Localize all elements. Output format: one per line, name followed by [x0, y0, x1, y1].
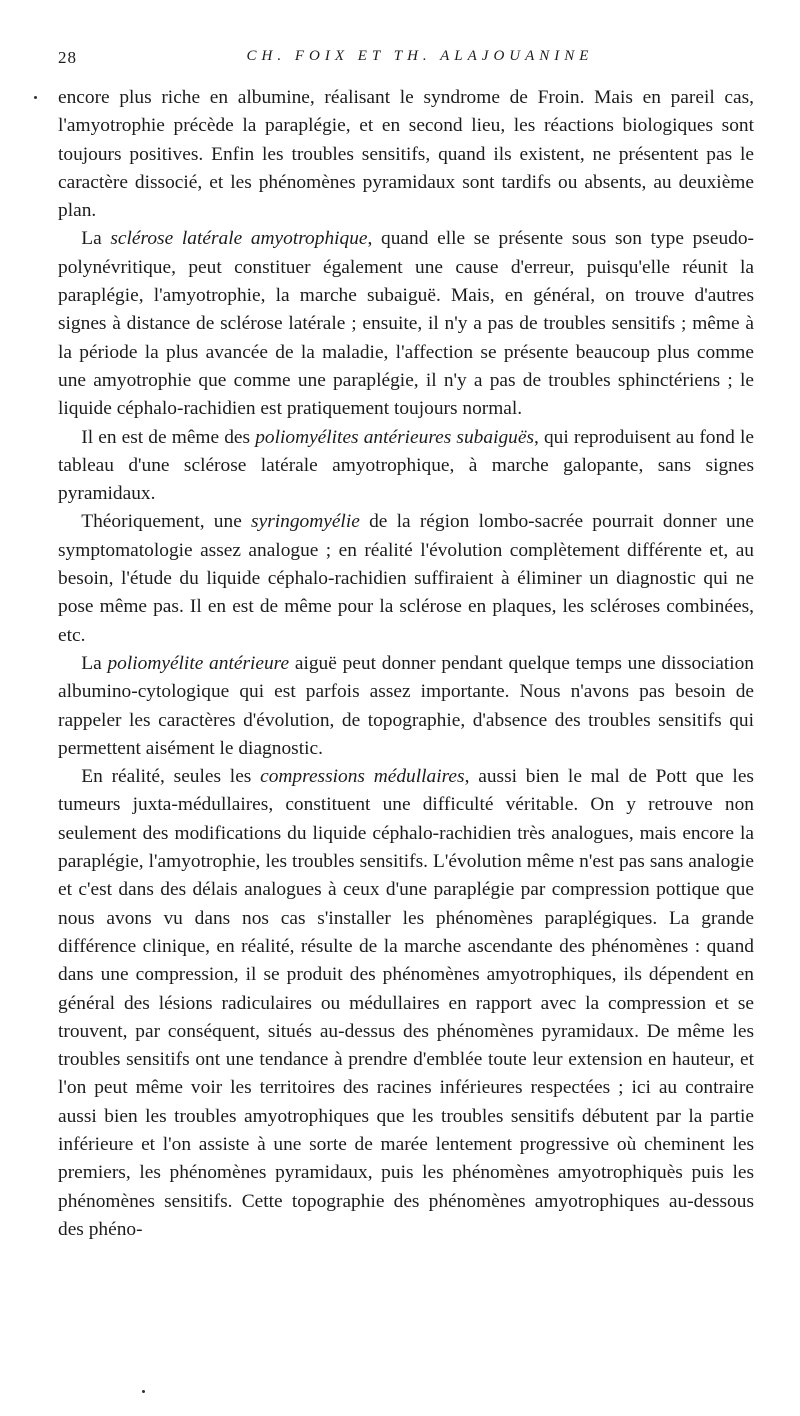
text-run: aiguë peut donner pendant quelque temps une dissociation albumino-cytologique qui est parfois assez importante. Nous n'avons pas besoin de rappeler les caractères d'évolution, de topographie, d'absence des troubles sensitifs qui permettent aisément le diagnostic.: [58, 652, 755, 759]
italic-term: sclérose latérale amyotrophique: [110, 228, 368, 250]
italic-term: compressions médullaires: [260, 766, 465, 788]
text-run: Il en est de même des: [81, 426, 256, 448]
body-text: [58, 84, 754, 1244]
running-head: CH. FOIX ET TH. ALAJOUANINE: [246, 48, 594, 64]
paragraph: [58, 225, 754, 423]
italic-term: syringomyélie: [251, 511, 360, 533]
text-run: , quand elle se présente sous son type pseudo-polynévritique, peut constituer également une cause d'erreur, puisqu'elle réunit la paraplégie, l'amyotrophie, la marche subaiguë. Mais, en général, on trouve d'autres signes à distance de sclérose latérale ; ensuite, il n'y a pas de troubles sensitifs ; même à la période la plus avancée de la maladie, l'affection se présente beaucoup plus comme une amyotrophie que comme une paraplégie, il n'y a pas de troubles sphinctériens ; le liquide céphalo-rachidien est pratiquement toujours normal.: [58, 228, 754, 420]
page-header: [58, 48, 742, 72]
paragraph: [58, 508, 754, 649]
italic-term: poliomyélites antérieures subaiguës: [255, 426, 534, 448]
text-run: de la région lombo-sacrée pourrait donner une symptomatologie assez analogue ; en réalité l'évolution complètement différente et, au besoin, l'étude du liquide céphalo-rachidien suffiraient à éliminer un diagnostic qui ne pose même pas. Il en est de même pour la sclérose en plaques, les scléroses combinées, etc.: [58, 511, 754, 646]
paragraph: [58, 650, 754, 763]
paragraph: [58, 84, 754, 225]
text-run: , aussi bien le mal de Pott que les tumeurs juxta-médullaires, constituent une difficulté véritable. On y retrouve non seulement des modifications du liquide céphalo-rachidien très analogues, mais encore la paraplégie, l'amyotrophie, les troubles sensitifs. L'évolution même n'est pas sans analogie et c'est dans des délais analogues à ceux d'une paraplégie par compression pottique que nous avons vu dans nos cas s'installer les phénomènes paraplégiques. La grande différence clinique, en réalité, résulte de la marche ascendante des phénomènes : quand dans une compression, il se produit des phénomènes amyotrophiques, ils dépendent en général des lésions radiculaires ou médullaires en rapport avec la compression et se trouvent, par conséquent, situés au-dessus des phénomènes pyramidaux. De même les troubles sensitifs ont une tendance à prendre d'emblée toute leur extension en hauteur, et l'on peut même voir les territoires des racines inférieures respectées ; ici au contraire aussi bien les troubles amyotrophiques que les troubles sensitifs débutent par la partie inférieure et l'on assiste à une sorte de marée lentement progressive où cheminent les premiers, les phénomènes pyramidaux, puis les phénomènes amyotrophiquès puis les phénomènes sensitifs. Cette topographie des phénomènes amyotrophiques au-dessous des phéno-: [58, 766, 754, 1240]
paragraph: [58, 763, 754, 1244]
text-run: , qui reproduisent au fond le tableau d'une sclérose latérale amyotrophique, à marche galopante, sans signes pyramidaux.: [58, 426, 754, 505]
text-run: La: [81, 228, 111, 250]
margin-speck: [142, 1390, 145, 1393]
text-run: encore plus riche en albumine, réalisant le syndrome de Froin. Mais en pareil cas, l'amyotrophie précède la paraplégie, et en second lieu, les réactions biologiques sont toujours positives. Enfin les troubles sensitifs, quand ils existent, ne présentent pas le caractère dissocié, et les phénomènes pyramidaux sont tardifs ou absents, au deuxième plan.: [58, 87, 754, 222]
text-run: La: [81, 652, 108, 674]
text-run: Théoriquement, une: [81, 511, 252, 533]
page-number: 28: [58, 48, 77, 67]
paragraph: [58, 424, 754, 509]
margin-speck: [34, 96, 37, 99]
italic-term: poliomyélite antérieure: [107, 652, 290, 674]
text-run: En réalité, seules les: [81, 766, 261, 788]
